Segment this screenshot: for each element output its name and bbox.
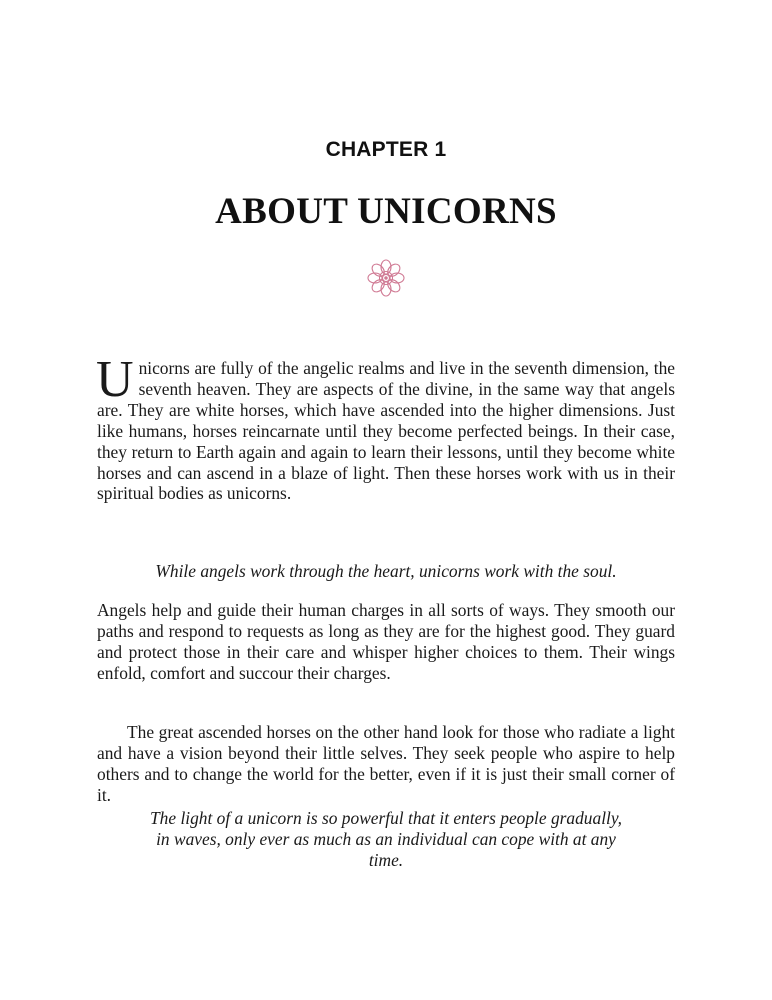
paragraph-1-text: nicorns are fully of the angelic realms and live in the seventh dimension, the seventh heaven. They are aspects of the divine, in the same way that angels are. They are white horses, which have ascended into the higher dimensions. Just like humans, horses reincarnate until they become perfected beings. In their case, they return to Earth again and again to learn their lessons, until they become white horses and can ascend in a blaze of light. Then these horses work with us in their spiritual bodies as unicorns. bbox=[97, 358, 675, 504]
rosette-flower-icon bbox=[367, 259, 405, 297]
chapter-title: ABOUT UNICORNS bbox=[215, 191, 557, 232]
paragraph-1 bbox=[96, 351, 675, 504]
drop-cap: U bbox=[96, 351, 134, 408]
pull-quote-2-line-2: in waves, only ever as much as an individual can cope with at any bbox=[156, 829, 616, 849]
pull-quote-2-line-3: time. bbox=[368, 850, 404, 870]
paragraph-3: The great ascended horses on the other hand look for those who radiate a light and have a vision beyond their little selves. They seek people who aspire to help others and to change the world for the better, even if it is just their small corner of it. bbox=[97, 722, 675, 805]
pull-quote-2-line-1: The light of a unicorn is so powerful that it enters people gradually, bbox=[150, 808, 622, 828]
paragraph-2: Angels help and guide their human charges in all sorts of ways. They smooth our paths and respond to requests as long as they are for the highest good. They guard and protect those in their care and whisper higher choices to them. Their wings enfold, comfort and succour their charges. bbox=[97, 600, 675, 683]
chapter-label: CHAPTER 1 bbox=[325, 138, 447, 161]
pull-quote-1: While angels work through the heart, unicorns work with the soul. bbox=[155, 561, 617, 581]
pull-quote-2 bbox=[97, 808, 675, 871]
